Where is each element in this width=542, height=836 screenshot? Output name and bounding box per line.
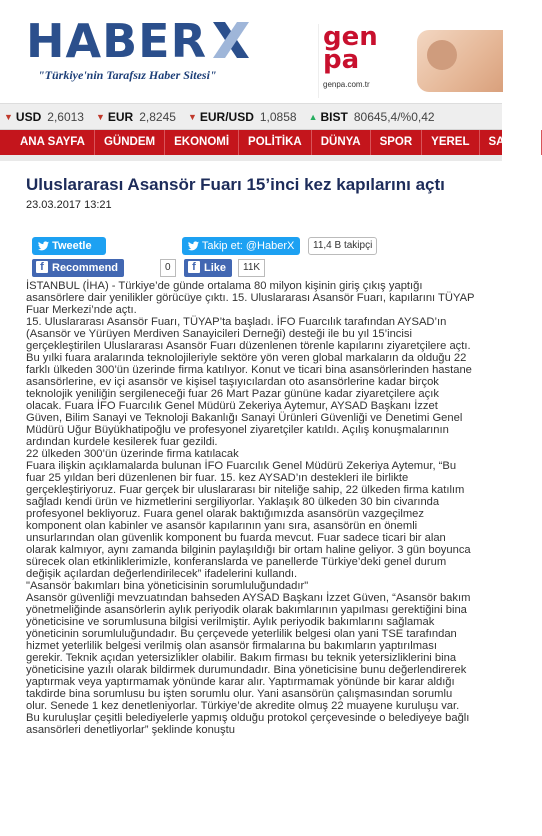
genpa-ad-banner[interactable] [318, 24, 502, 98]
ticker-value: 2,8245 [139, 109, 176, 124]
ticker-item-eur[interactable] [96, 110, 176, 124]
twitter-bird-icon [188, 241, 199, 251]
nav-item-0[interactable]: ANA SAYFA [0, 130, 95, 155]
site-header [0, 0, 502, 104]
article-body [26, 280, 476, 736]
article-paragraph: Asansör güvenliği mevzuatından bahseden AYSAD Başkanı İzzet Güven, “Asansör bakım yönetmeliğinde asansörlerin aylık periyodik olarak bakımlarının yapılması gerektiğini bina yöneticisine ve sorumlusuna bilgisi verilmiştir. Aylık periyodik bakımlarını sağlamak yöneticinin sorumluluğundadır. Bu çerçevede yeterlilik belgesi olan yani TSE tarafından hizmet yeterlilik belgesi verilmiş olan asansör firmalarına bu bakımların yaptırılması gerekir. Teknik açıdan yetersizlikler olabilir. Bakım firması bu teknik yetersizliklerini bina yöneticisine yazılı olarak bildirmek durumundadır. Bina yöneticisine bunu değerlendirerek yaptırmak veya yaptırmamak yönünde karar alır. Yaptırmamak yönünde bir karar aldığı takdirde bina sorumlusu bu işten sorumlu olur. Yani asansörün çalışmasından sorumlu olur. Senede 1 kez denetleniyorlar. Türkiye’de akredite olmuş 22 muayene kuruluşu var. Bu kuruluşlar çeşitli belediyelerle yapmış olduğu protokol çerçevesinde o belediyeye bağlı asansörleri denetliyorlar” şeklinde konuştu [26, 592, 471, 736]
ticker-label: USD [15, 109, 42, 124]
ticker-item-bist[interactable] [309, 110, 435, 124]
twitter-follower-count: 11,4 B takipçi [308, 237, 377, 255]
ad-phone-image [417, 30, 503, 92]
facebook-icon: f [36, 261, 48, 273]
ticker-item-eur-usd[interactable] [188, 110, 297, 124]
nav-item-4[interactable]: DÜNYA [312, 130, 371, 155]
facebook-like-button[interactable]: f Like [184, 259, 232, 277]
facebook-recommend-button[interactable]: f Recommend [32, 259, 124, 277]
nav-divider [0, 155, 502, 161]
social-share-bar [26, 235, 476, 295]
logo-wordmark: HABER [26, 14, 208, 68]
site-logo[interactable] [26, 14, 253, 83]
twitter-bird-icon [38, 241, 49, 251]
market-ticker [0, 104, 502, 130]
ticker-value: 2,6013 [47, 109, 84, 124]
ad-url: genpa.com.tr [323, 80, 370, 89]
facebook-like-count: 11K [238, 259, 265, 277]
ad-brand-logo: gen pa [323, 22, 378, 76]
ticker-item-usd[interactable] [4, 110, 84, 124]
twitter-follow-button[interactable]: Takip et: @HaberX [182, 237, 300, 255]
nav-item-5[interactable]: SPOR [371, 130, 423, 155]
ticker-value: 80645,4/%0,42 [353, 109, 435, 124]
article-paragraph: 15. Uluslararası Asansör Fuarı, TÜYAP’ta başladı. İFO Fuarcılık tarafından AYSAD’ın (Asansör ve Yürüyen Merdiven Sanayicileri Derneği) desteği ile bu yıl 15’incisi gerçekleştirilen Uluslararası Asansör Fuarı düzenlenen törenle kapılarını ziyaretçilere açtı. Bu yılki fuara aralarında teknolojileriyle sektöre yön veren global markaların da olduğu 22 farklı ülkeden 300’ün üzerinde firma katılıyor. Konut ve ticari bina asansörlerinden hastane asansörlerine, ev içi asansör ve kişisel taşıyıcılardan oto asansörlerine kadar birçok teknolojik yeniliğin sergileneceği fuar 26 Mart Pazar gününe kadar ziyaretçilere açık olacak. Fuara İFO Fuarcılık Genel Müdürü Zekeriya Aytemur, AYSAD Başkanı İzzet Güven, Bilim Sanayi ve Teknoloji Bakanlığı Sanayi Ürünleri Güvenliği ve Denetimi Genel Müdürü Uğur Büyükhatipoğlu ve profesyonel ziyaretçiler katıldı. Açılış konuşmalarının ardından kurdele kesilerek fuar gezildi. [26, 316, 472, 448]
article-paragraph: İSTANBUL (İHA) - Türkiye’de günde ortalama 80 milyon kişinin giriş çıkış yaptığı asansörlere dair yenilikler görücüye çıktı. 15. Uluslararası Asansör Fuarı, kapılarını TÜYAP Fuar Merkezi’nde açtı. [26, 280, 475, 316]
facebook-recommend-count: 0 [160, 259, 176, 277]
article-subheading: 22 ülkeden 300’ün üzerinde firma katılacak [26, 448, 239, 460]
arrow-down-icon: ▼ [187, 111, 197, 122]
nav-item-2[interactable]: EKONOMİ [165, 130, 239, 155]
arrow-down-icon: ▼ [95, 111, 105, 122]
article [0, 174, 502, 736]
arrow-up-icon: ▲ [308, 111, 318, 122]
logo-x-icon [209, 18, 253, 62]
facebook-icon: f [188, 261, 200, 273]
article-subheading: "Asansör bakımları bina yöneticisinin sorumluluğundadır" [26, 580, 309, 592]
ticker-label: EUR [107, 109, 134, 124]
ticker-label: EUR/USD [199, 109, 254, 124]
article-date: 23.03.2017 13:21 [26, 199, 112, 211]
site-tagline: "Türkiye'nin Tarafsız Haber Sitesi" [38, 68, 217, 82]
nav-item-6[interactable]: YEREL [422, 130, 479, 155]
ticker-label: BIST [320, 109, 348, 124]
nav-item-1[interactable]: GÜNDEM [95, 130, 165, 155]
ticker-value: 1,0858 [259, 109, 297, 124]
article-paragraph: Fuara ilişkin açıklamalarda bulunan İFO Fuarcılık Genel Müdürü Zekeriya Aytemur, “Bu fuar 25 yıldan beri düzenlenen bir fuar. 15. kez AYSAD’ın destekleri ile birlikte gerçekleştiriyoruz. Fuar gerçek bir uluslararası bir niteliğe sahip, 22 ülkeden firma katılım sağladı kendi ürün ve hizmetlerini sergiliyorlar. Yaklaşık 80 ülkeden 30 bin civarında profesyonel bekliyoruz. Fuara genel olarak baktığımızda asansörün vazgeçilmez komponent olan kabinler ve asansör kapılarının yanı sıra, asansörün en önemli unsurlarından olan güvenlik komponent bu fuarda mevcut. Fuar sadece ticari bir alan olarak kalmıyor, aynı zamanda bilginin paylaşıldığı bir ortam haline geliyor. 3 gün boyunca sürecek olan etkinliklerimizle, konferanslarda ve panellerde Türkiye’deki genel durum değişik açılardan değerlendirilecek” ifadelerini kullandı. [26, 460, 471, 580]
nav-item-3[interactable]: POLİTİKA [239, 130, 312, 155]
tweet-button[interactable]: Tweetle [32, 237, 106, 255]
main-navigation [0, 130, 532, 155]
arrow-down-icon: ▼ [4, 111, 13, 122]
nav-item-7[interactable]: SAĞLIK [480, 130, 542, 155]
article-title: Uluslararası Asansör Fuarı 15’inci kez kapılarını açtı [26, 175, 445, 194]
